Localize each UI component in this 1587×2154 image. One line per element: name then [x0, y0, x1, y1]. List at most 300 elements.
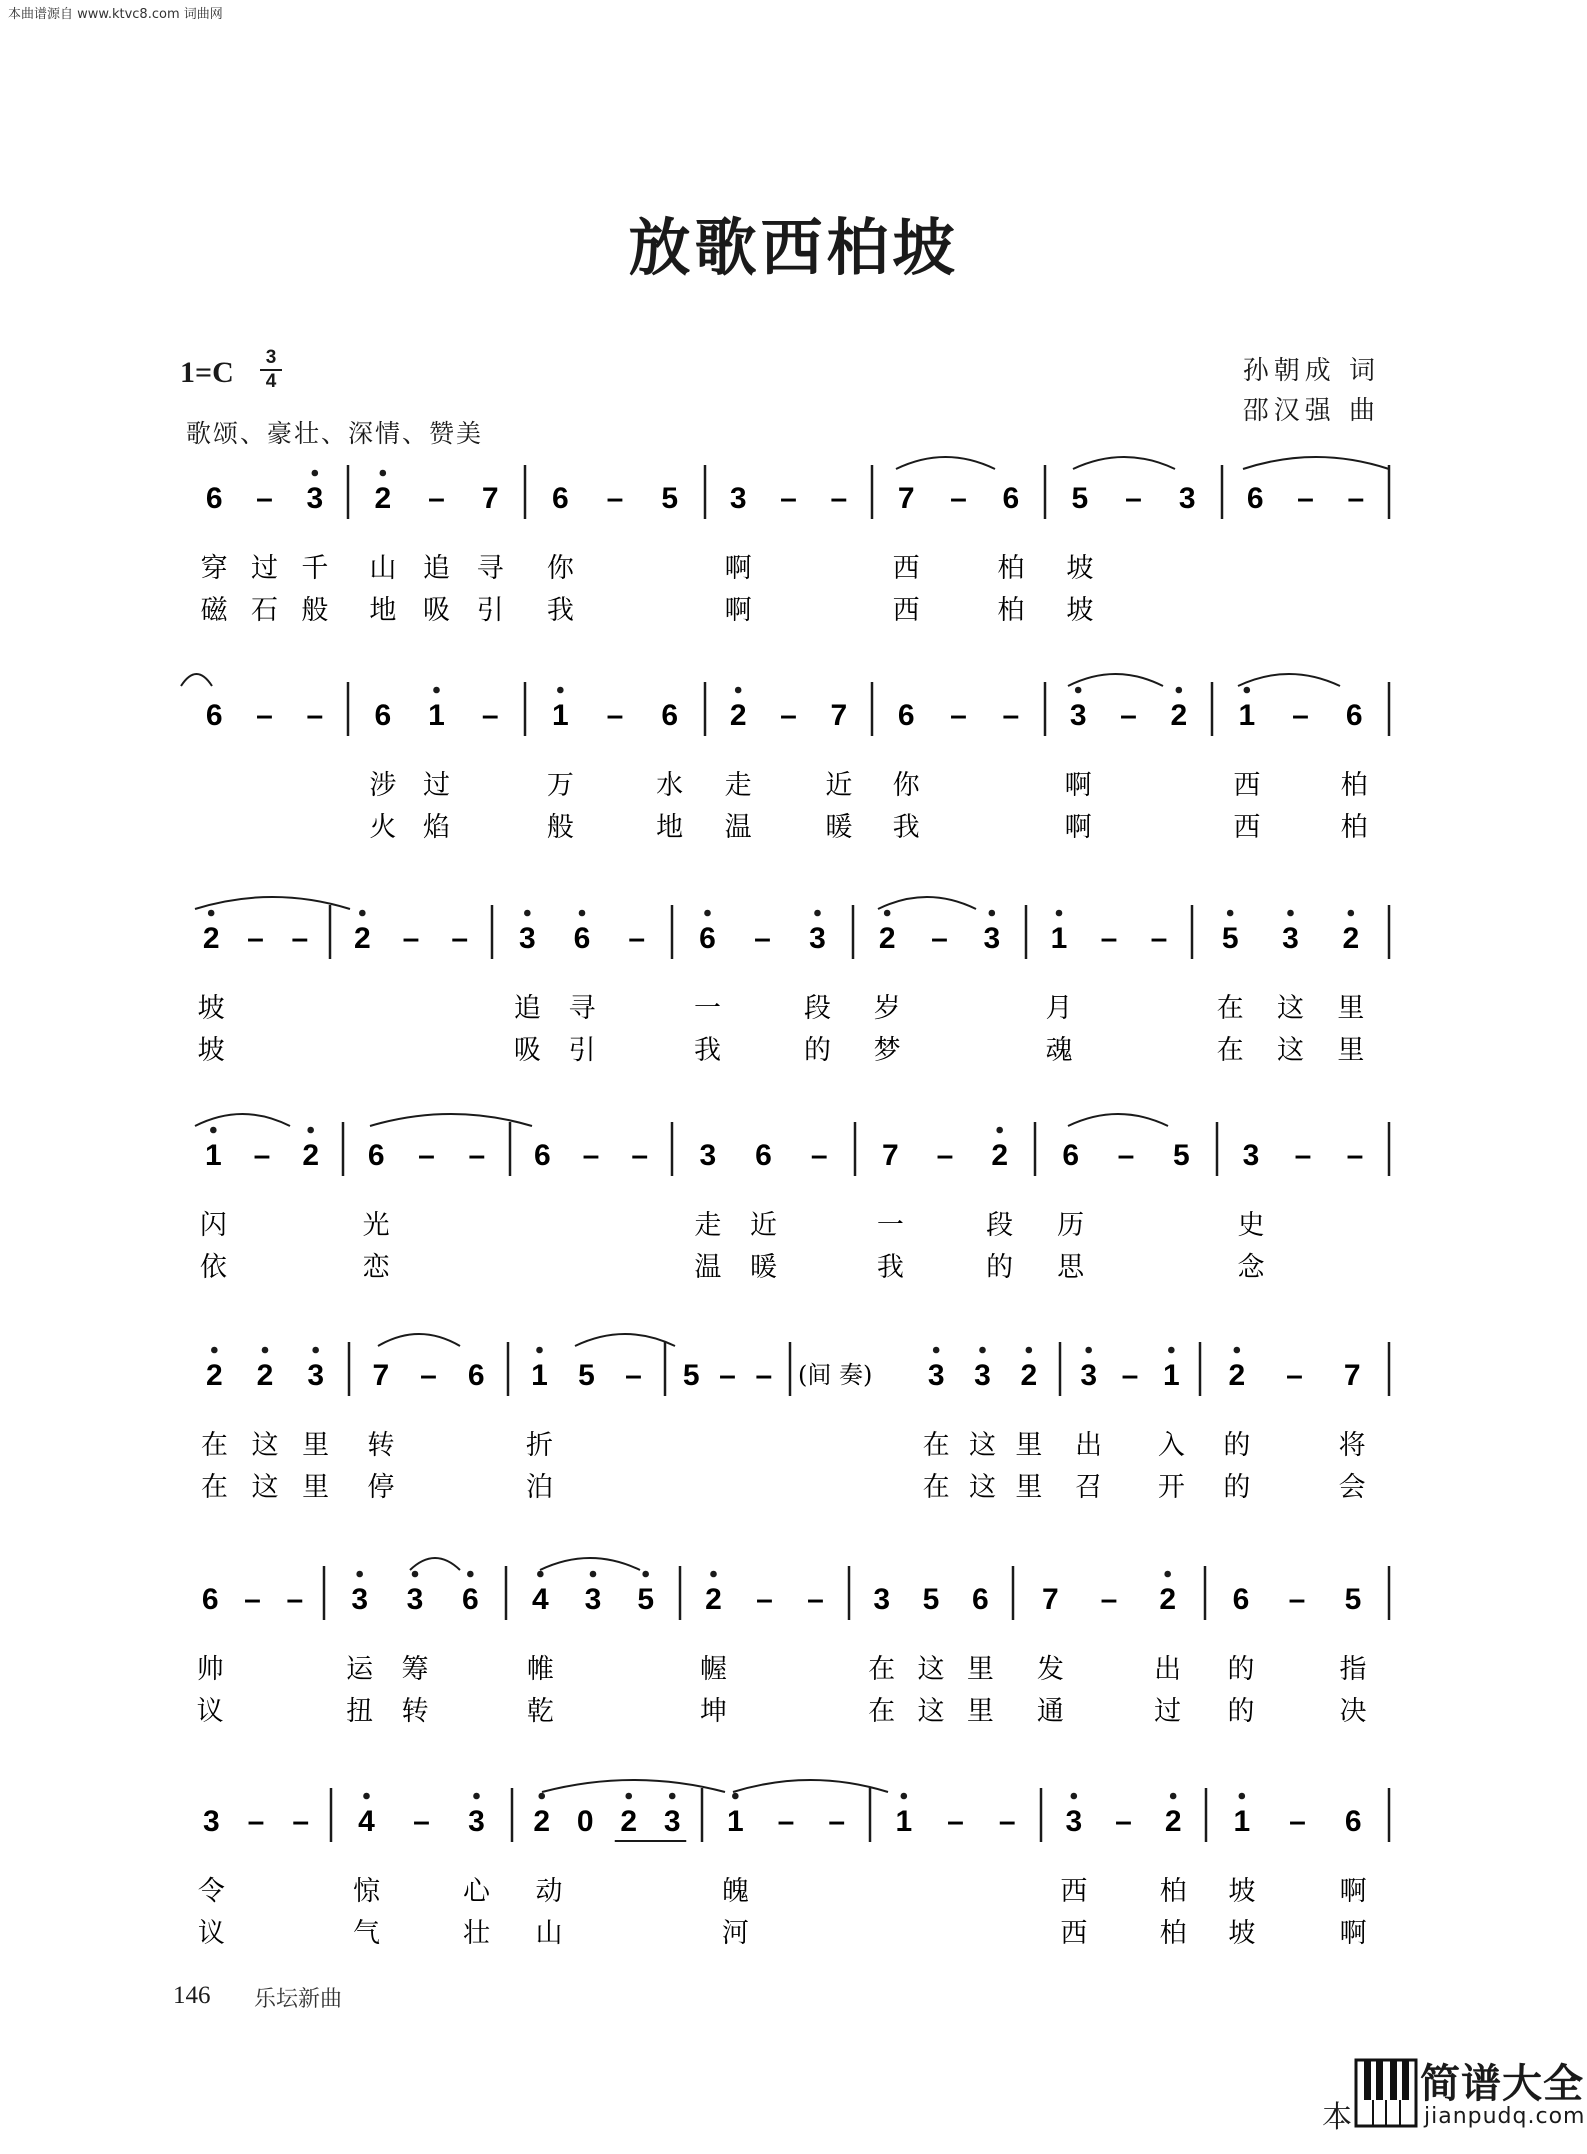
note: 3: [1069, 699, 1087, 732]
lyric-char: 过: [1154, 1696, 1182, 1727]
dash-mark: –: [1002, 699, 1020, 732]
lyric-char: 的: [986, 1252, 1014, 1283]
note: 3: [873, 1583, 891, 1616]
note: 1: [895, 1805, 913, 1838]
lyric-char: 魂: [1045, 1035, 1073, 1066]
piano-keys-icon: [1354, 2058, 1418, 2128]
note: 3: [1282, 922, 1299, 955]
note: 5: [1071, 482, 1089, 515]
octave-dot: [979, 1347, 986, 1354]
octave-dot: [210, 1127, 217, 1134]
note: 6: [573, 922, 591, 955]
dash-mark: –: [451, 922, 469, 955]
lyric-char: 吸: [513, 1035, 541, 1066]
lyric-char: 闪: [199, 1210, 227, 1241]
note: 2: [1164, 1805, 1182, 1838]
lyric-char: 我: [892, 812, 920, 843]
note: 1: [204, 1139, 222, 1172]
dash-mark: –: [306, 699, 324, 732]
watermark-url: jianpudq.com: [1424, 2104, 1586, 2129]
slur: [878, 897, 976, 909]
note: 2: [205, 1359, 223, 1392]
lyric-char: 扭: [346, 1696, 374, 1727]
dash-mark: –: [756, 1583, 773, 1616]
dash-mark: –: [1289, 1805, 1306, 1838]
lyric-char: 我: [546, 595, 574, 626]
lyric-char: 发: [1036, 1654, 1064, 1685]
dash-mark: –: [1120, 699, 1137, 732]
note: 1: [1238, 699, 1256, 732]
slur: [1243, 457, 1389, 469]
note: 2: [353, 922, 371, 955]
lyric-char: 将: [1338, 1430, 1366, 1461]
lyric-char: 般: [546, 812, 574, 843]
dash-mark: –: [291, 922, 309, 955]
octave-dot: [537, 1571, 544, 1578]
lyric-char: 西: [892, 595, 920, 626]
lyric-char: 乾: [526, 1696, 554, 1727]
slur: [195, 897, 350, 909]
lyric-char: 千: [301, 553, 329, 584]
lyric-char: 柏: [1159, 1876, 1187, 1907]
lyric-char: 史: [1237, 1210, 1265, 1241]
octave-dot: [704, 910, 711, 917]
dash-mark: –: [286, 1583, 304, 1616]
lyric-char: 坡: [1228, 1876, 1256, 1907]
note: 6: [755, 1139, 772, 1172]
note: 3: [1065, 1805, 1083, 1838]
dash-mark: –: [256, 699, 273, 732]
slur: [575, 1334, 675, 1346]
note: 0: [576, 1805, 594, 1838]
octave-dot: [473, 1793, 480, 1800]
lyricist-credit: 孙朝成 词: [1242, 356, 1380, 386]
song-title: 放歌西柏坡: [628, 211, 959, 284]
lyric-char: 追: [423, 553, 450, 584]
dash-mark: –: [628, 922, 646, 955]
octave-dot: [814, 910, 821, 917]
lyric-char: 议: [196, 1696, 224, 1727]
lyric-char: 万: [546, 770, 574, 801]
dash-mark: –: [719, 1359, 736, 1392]
dash-mark: –: [244, 1583, 261, 1616]
dash-mark: –: [582, 1139, 600, 1172]
dash-mark: –: [1121, 1359, 1139, 1392]
octave-dot: [1244, 687, 1251, 694]
dash-mark: –: [828, 1805, 846, 1838]
lyric-char: 段: [804, 993, 831, 1024]
note: 2: [1228, 1359, 1246, 1392]
lyric-char: 的: [1223, 1430, 1251, 1461]
dash-mark: –: [481, 699, 499, 732]
lyric-char: 帅: [196, 1654, 224, 1685]
lyric-char: 过: [251, 553, 278, 584]
dash-mark: –: [1100, 1583, 1118, 1616]
lyric-char: 里: [1015, 1472, 1043, 1503]
octave-dot: [732, 1793, 739, 1800]
dash-mark: –: [1125, 482, 1142, 515]
note: 3: [307, 1359, 325, 1392]
octave-dot: [1164, 1571, 1171, 1578]
slur: [540, 1558, 640, 1570]
lyric-char: 这: [969, 1472, 996, 1503]
dash-mark: –: [1294, 1139, 1312, 1172]
octave-dot: [579, 910, 586, 917]
note: 6: [1002, 482, 1020, 515]
note: 6: [1344, 1805, 1362, 1838]
lyric-char: 啊: [724, 595, 752, 626]
dash-mark: –: [950, 482, 967, 515]
lyric-char: 啊: [724, 553, 752, 584]
note: 3: [809, 922, 826, 955]
lyric-char: 运: [346, 1654, 374, 1685]
lyric-char: 走: [694, 1210, 722, 1241]
octave-dot: [433, 687, 440, 694]
note: 2: [1159, 1583, 1177, 1616]
lyric-char: 出: [1075, 1430, 1103, 1461]
note: 6: [1232, 1583, 1250, 1616]
octave-dot: [363, 1793, 370, 1800]
note: 1: [726, 1805, 744, 1838]
slur: [542, 1780, 725, 1792]
note: 6: [1246, 482, 1264, 515]
lyric-char: 啊: [1064, 812, 1092, 843]
lyric-char: 在: [200, 1472, 228, 1503]
lyric-char: 暖: [750, 1252, 777, 1283]
lyric-char: 筹: [401, 1654, 429, 1685]
lyric-char: 折: [526, 1430, 553, 1461]
octave-dot: [996, 1127, 1003, 1134]
note: 3: [1242, 1139, 1260, 1172]
slur: [378, 1334, 460, 1346]
lyric-char: 历: [1057, 1210, 1085, 1241]
lyric-char: 引: [476, 595, 504, 626]
lyric-char: 里: [1337, 1035, 1365, 1066]
octave-dot: [262, 1347, 269, 1354]
dash-mark: –: [418, 1139, 435, 1172]
octave-dot: [1227, 910, 1234, 917]
octave-dot: [933, 1347, 940, 1354]
octave-dot: [467, 1571, 474, 1578]
octave-dot: [1170, 1793, 1177, 1800]
dash-mark: –: [754, 922, 771, 955]
octave-dot: [1239, 1793, 1246, 1800]
note: 2: [991, 1139, 1009, 1172]
lyric-char: 西: [1233, 770, 1261, 801]
dash-mark: –: [631, 1139, 649, 1172]
note: 3: [468, 1805, 485, 1838]
lyric-char: 一: [876, 1210, 904, 1241]
lyric-char: 水: [656, 770, 684, 801]
slur: [1238, 674, 1340, 686]
lyric-char: 思: [1057, 1252, 1085, 1283]
lyric-char: 温: [694, 1252, 722, 1283]
note: 2: [729, 699, 747, 732]
note: 7: [481, 482, 499, 515]
dash-mark: –: [1347, 482, 1365, 515]
slur: [1068, 674, 1163, 686]
lyric-char: 坡: [1066, 553, 1094, 584]
note: 6: [551, 482, 569, 515]
expression-marking: 歌颂、豪壮、深情、赞美: [186, 419, 484, 448]
note: 2: [256, 1359, 274, 1392]
lyric-char: 柏: [1340, 812, 1368, 843]
slur: [733, 1780, 888, 1792]
lyric-char: 地: [656, 812, 684, 843]
lyric-char: 啊: [1339, 1918, 1367, 1949]
octave-dot: [735, 687, 742, 694]
note: 7: [1343, 1359, 1361, 1392]
note: 5: [1221, 922, 1239, 955]
note: 2: [1342, 922, 1360, 955]
note: 3: [729, 482, 747, 515]
octave-dot: [536, 1347, 543, 1354]
lyric-char: 山: [535, 1918, 563, 1949]
lyric-char: 指: [1339, 1654, 1367, 1685]
lyric-char: 在: [200, 1430, 228, 1461]
octave-dot: [211, 1347, 218, 1354]
octave-dot: [669, 1793, 676, 1800]
slur: [896, 457, 995, 469]
lyric-char: 啊: [1339, 1876, 1367, 1907]
octave-dot: [412, 1571, 419, 1578]
octave-dot: [356, 1571, 363, 1578]
interlude-label: (间 奏): [798, 1361, 873, 1389]
lyric-char: 开: [1157, 1472, 1185, 1503]
lyric-char: 壮: [463, 1918, 490, 1949]
lyric-char: 石: [251, 595, 278, 626]
note: 2: [202, 922, 220, 955]
dash-mark: –: [947, 1805, 964, 1838]
lyric-char: 通: [1036, 1696, 1064, 1727]
note: 6: [205, 482, 223, 515]
slur: [195, 1114, 290, 1126]
dash-mark: –: [777, 1805, 795, 1838]
note: 5: [1172, 1139, 1190, 1172]
lyric-char: 山: [369, 553, 397, 584]
note: 6: [897, 699, 915, 732]
lyric-char: 啊: [1064, 770, 1092, 801]
lyric-char: 魄: [721, 1876, 749, 1907]
dash-mark: –: [807, 1583, 824, 1616]
note: 1: [1233, 1805, 1251, 1838]
lyric-char: 柏: [1159, 1918, 1187, 1949]
octave-dot: [590, 1571, 597, 1578]
lyric-char: 你: [546, 553, 574, 584]
lyric-char: 里: [1337, 993, 1365, 1024]
note: 1: [551, 699, 569, 732]
slur: [410, 1558, 460, 1570]
lyric-char: 在: [1216, 1035, 1244, 1066]
lyric-char: 月: [1045, 993, 1073, 1024]
lyric-char: 温: [724, 812, 752, 843]
lyric-char: 决: [1339, 1696, 1367, 1727]
lyric-char: 坡: [1066, 595, 1094, 626]
lyric-char: 过: [423, 770, 450, 801]
lyric-char: 泊: [526, 1472, 553, 1503]
lyric-char: 吸: [423, 595, 450, 626]
lyric-char: 在: [868, 1696, 896, 1727]
note: 7: [372, 1359, 390, 1392]
lyric-char: 这: [1277, 993, 1304, 1024]
lyric-char: 幄: [700, 1654, 727, 1685]
lyric-char: 动: [535, 1876, 563, 1907]
lyric-char: 我: [876, 1252, 904, 1283]
lyric-char: 召: [1075, 1472, 1103, 1503]
octave-dot: [312, 1347, 319, 1354]
note: 1: [1050, 922, 1068, 955]
slur: [1073, 457, 1175, 469]
octave-dot: [1071, 1793, 1078, 1800]
time-signature-bottom: 4: [265, 371, 277, 392]
note: 3: [1178, 482, 1196, 515]
lyric-char: 梦: [873, 1035, 901, 1066]
lyric-char: 西: [1060, 1918, 1088, 1949]
lyric-char: 西: [1233, 812, 1261, 843]
lyric-char: 议: [197, 1918, 225, 1949]
dash-mark: –: [606, 699, 624, 732]
lyric-char: 追: [513, 993, 541, 1024]
lyric-char: 惊: [353, 1876, 380, 1907]
dash-mark: –: [1346, 1139, 1364, 1172]
dash-mark: –: [253, 1139, 271, 1172]
octave-dot: [1075, 687, 1082, 694]
lyric-char: 你: [892, 770, 920, 801]
note: 5: [1344, 1583, 1362, 1616]
lyric-char: 这: [969, 1430, 996, 1461]
note: 6: [467, 1359, 485, 1392]
note: 3: [351, 1583, 369, 1616]
dash-mark: –: [780, 699, 797, 732]
lyric-char: 的: [1227, 1654, 1255, 1685]
lyric-char: 依: [199, 1252, 227, 1283]
lyric-char: 在: [922, 1430, 950, 1461]
dash-mark: –: [1297, 482, 1314, 515]
note: 6: [201, 1583, 219, 1616]
dash-mark: –: [810, 1139, 828, 1172]
note: 6: [699, 922, 716, 955]
note: 3: [306, 482, 324, 515]
octave-dot: [557, 687, 564, 694]
note: 6: [205, 699, 223, 732]
lyric-char: 里: [302, 1430, 330, 1461]
lyric-char: 的: [1223, 1472, 1251, 1503]
lyric-char: 在: [1216, 993, 1244, 1024]
composer-credit: 邵汉强 曲: [1242, 396, 1380, 426]
octave-dot: [1168, 1347, 1175, 1354]
lyric-char: 引: [568, 1035, 596, 1066]
note: 5: [661, 482, 679, 515]
dash-mark: –: [292, 1805, 310, 1838]
dash-mark: –: [780, 482, 797, 515]
lyric-char: 出: [1154, 1654, 1182, 1685]
lyric-char: 转: [401, 1696, 429, 1727]
note: 2: [705, 1583, 722, 1616]
lyric-char: 坡: [197, 993, 225, 1024]
dash-mark: –: [428, 482, 445, 515]
note: 6: [1345, 699, 1363, 732]
lyric-char: 河: [721, 1918, 749, 1949]
note: 1: [428, 699, 445, 732]
lyric-char: 地: [369, 595, 397, 626]
dash-mark: –: [1100, 922, 1118, 955]
octave-dot: [380, 470, 387, 477]
dash-mark: –: [1292, 699, 1309, 732]
dash-mark: –: [247, 1805, 265, 1838]
octave-dot: [1176, 687, 1183, 694]
lyric-char: 坡: [197, 1035, 225, 1066]
lyric-char: 柏: [997, 595, 1025, 626]
lyric-char: 在: [922, 1472, 950, 1503]
dash-mark: –: [247, 922, 264, 955]
note: 6: [661, 699, 679, 732]
lyric-char: 念: [1237, 1252, 1265, 1283]
watermark-site-name: 简谱大全: [1420, 2061, 1584, 2107]
lyric-char: 心: [463, 1876, 490, 1907]
octave-dot: [208, 910, 215, 917]
note: 4: [358, 1805, 375, 1838]
note: 6: [1062, 1139, 1080, 1172]
dash-mark: –: [606, 482, 624, 515]
lyric-char: 柏: [997, 553, 1025, 584]
page-number: 146: [173, 1982, 211, 2009]
dash-mark: –: [402, 922, 420, 955]
lyric-char: 里: [966, 1654, 994, 1685]
note: 5: [637, 1583, 655, 1616]
dash-mark: –: [468, 1139, 486, 1172]
lyric-char: 暖: [825, 812, 853, 843]
note: 6: [461, 1583, 479, 1616]
note: 3: [983, 922, 1001, 955]
lyric-char: 一: [694, 993, 721, 1024]
lyric-char: 里: [302, 1472, 330, 1503]
octave-dot: [538, 1793, 545, 1800]
lyric-char: 般: [301, 595, 329, 626]
lyric-char: 走: [724, 770, 752, 801]
octave-dot: [642, 1571, 649, 1578]
dash-mark: –: [1286, 1359, 1303, 1392]
lyric-char: 这: [917, 1696, 945, 1727]
note: 2: [1020, 1359, 1038, 1392]
lyric-char: 坤: [700, 1696, 727, 1727]
note: 2: [620, 1805, 638, 1838]
dash-mark: –: [256, 482, 273, 515]
lyric-char: 入: [1157, 1430, 1185, 1461]
lyric-char: 寻: [476, 553, 504, 584]
dash-mark: –: [1117, 1139, 1135, 1172]
octave-dot: [710, 1571, 717, 1578]
lyric-char: 恋: [362, 1252, 390, 1283]
key-signature: 1=C: [180, 356, 234, 389]
lyric-char: 的: [804, 1035, 831, 1066]
octave-dot: [359, 910, 366, 917]
octave-dot: [1348, 910, 1355, 917]
note: 3: [518, 922, 536, 955]
dash-mark: –: [998, 1805, 1016, 1838]
note: 7: [1041, 1583, 1059, 1616]
dash-mark: –: [1288, 1583, 1306, 1616]
lyric-char: 坡: [1228, 1918, 1256, 1949]
note: 2: [533, 1805, 551, 1838]
dash-mark: –: [420, 1359, 437, 1392]
note: 3: [584, 1583, 602, 1616]
slur: [370, 1114, 532, 1126]
lyric-char: 柏: [1340, 770, 1368, 801]
lyric-char: 这: [251, 1430, 279, 1461]
octave-dot: [1056, 910, 1063, 917]
lyric-char: 火: [369, 812, 397, 843]
lyric-char: 转: [367, 1430, 395, 1461]
